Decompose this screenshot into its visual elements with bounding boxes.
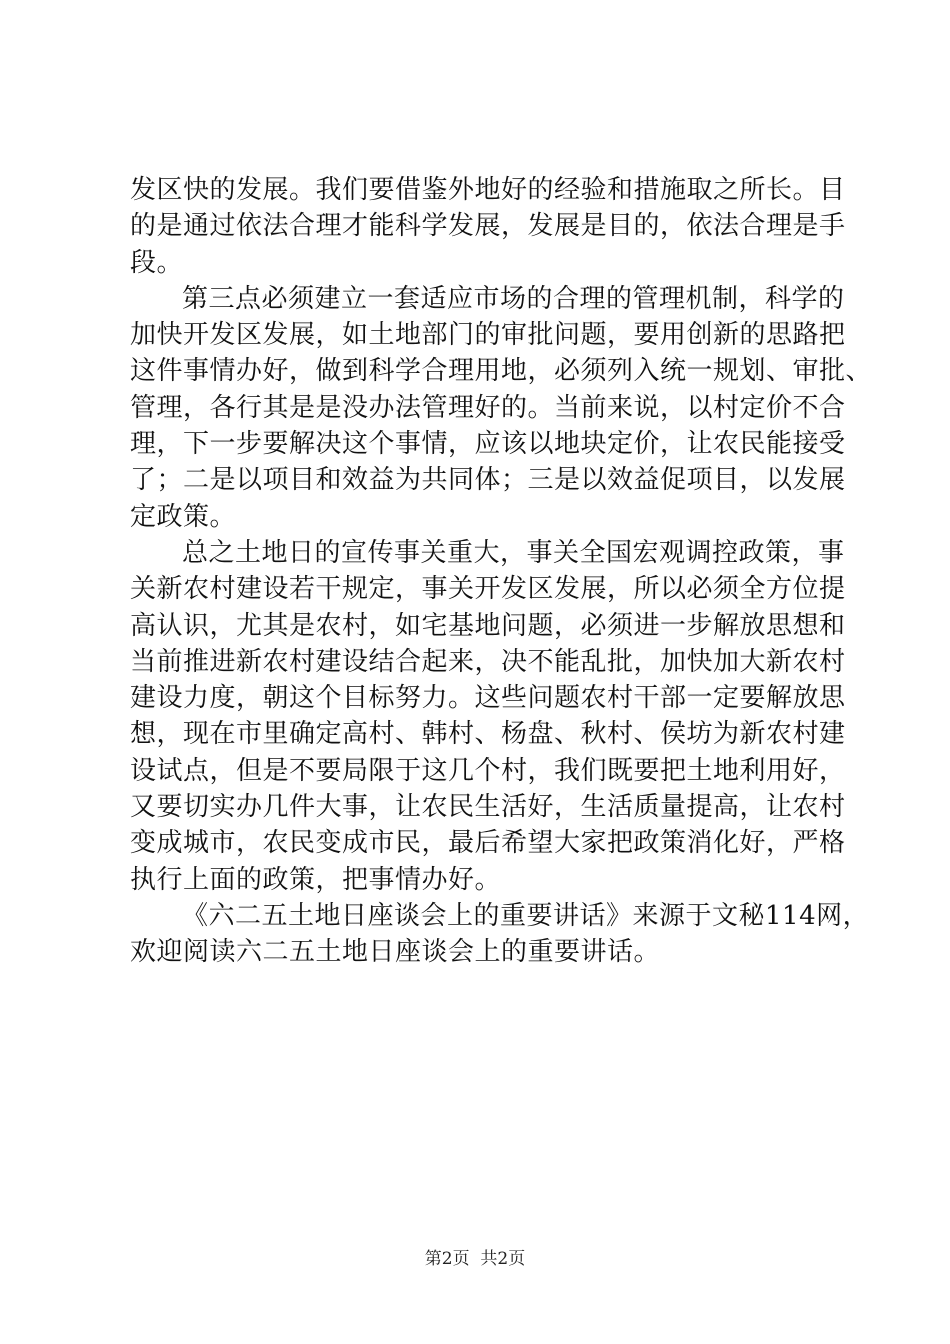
- text-line: 的是通过依法合理才能科学发展，发展是目的，依法合理是手: [130, 211, 846, 242]
- text-line: 想，现在市里确定高村、韩村、杨盘、秋村、侯坊为新农村建: [130, 719, 846, 750]
- text-line: 定政策。: [130, 501, 237, 532]
- text-line: 欢迎阅读六二五土地日座谈会上的重要讲话。: [130, 937, 661, 968]
- text-line: 加快开发区发展，如土地部门的审批问题，要用创新的思路把: [130, 320, 846, 351]
- text-line: 关新农村建设若干规定，事关开发区发展，所以必须全方位提: [130, 574, 846, 605]
- text-line: 执行上面的政策，把事情办好。: [130, 864, 502, 895]
- text-line: 总之土地日的宣传事关重大，事关全国宏观调控政策，事: [182, 537, 845, 568]
- text-line: 当前推进新农村建设结合起来，决不能乱批，加快加大新农村: [130, 646, 846, 677]
- text-line: 管理，各行其是是没办法管理好的。当前来说，以村定价不合: [130, 392, 846, 423]
- text-line: 段。: [130, 247, 184, 278]
- text-line: 发区快的发展。我们要借鉴外地好的经验和措施取之所长。目: [130, 175, 846, 205]
- text-line: 《六二五土地日座谈会上的重要讲话》来源于文秘114网，: [182, 900, 870, 931]
- text-line: 第三点必须建立一套适应市场的合理的管理机制，科学的: [182, 283, 845, 314]
- text-line: 设试点，但是不要局限于这几个村，我们既要把土地利用好，: [130, 755, 846, 786]
- text-line: 理，下一步要解决这个事情，应该以地块定价，让农民能接受: [130, 429, 846, 460]
- page-footer: [0, 1244, 950, 1269]
- document-body: [130, 172, 873, 971]
- text-line: 建设力度，朝这个目标努力。这些问题农村干部一定要解放思: [130, 683, 846, 714]
- text-line: 了；二是以项目和效益为共同体；三是以效益促项目，以发展: [130, 465, 846, 496]
- text-line: 变成城市，农民变成市民，最后希望大家把政策消化好，严格: [130, 828, 846, 859]
- text-line: 高认识，尤其是农村，如宅基地问题，必须进一步解放思想和: [130, 610, 846, 641]
- page-number: 第2页 共2页: [424, 1249, 526, 1269]
- text-line: 又要切实办几件大事，让农民生活好，生活质量提高，让农村: [130, 792, 846, 823]
- text-line: 这件事情办好，做到科学合理用地，必须列入统一规划、审批、: [130, 356, 873, 387]
